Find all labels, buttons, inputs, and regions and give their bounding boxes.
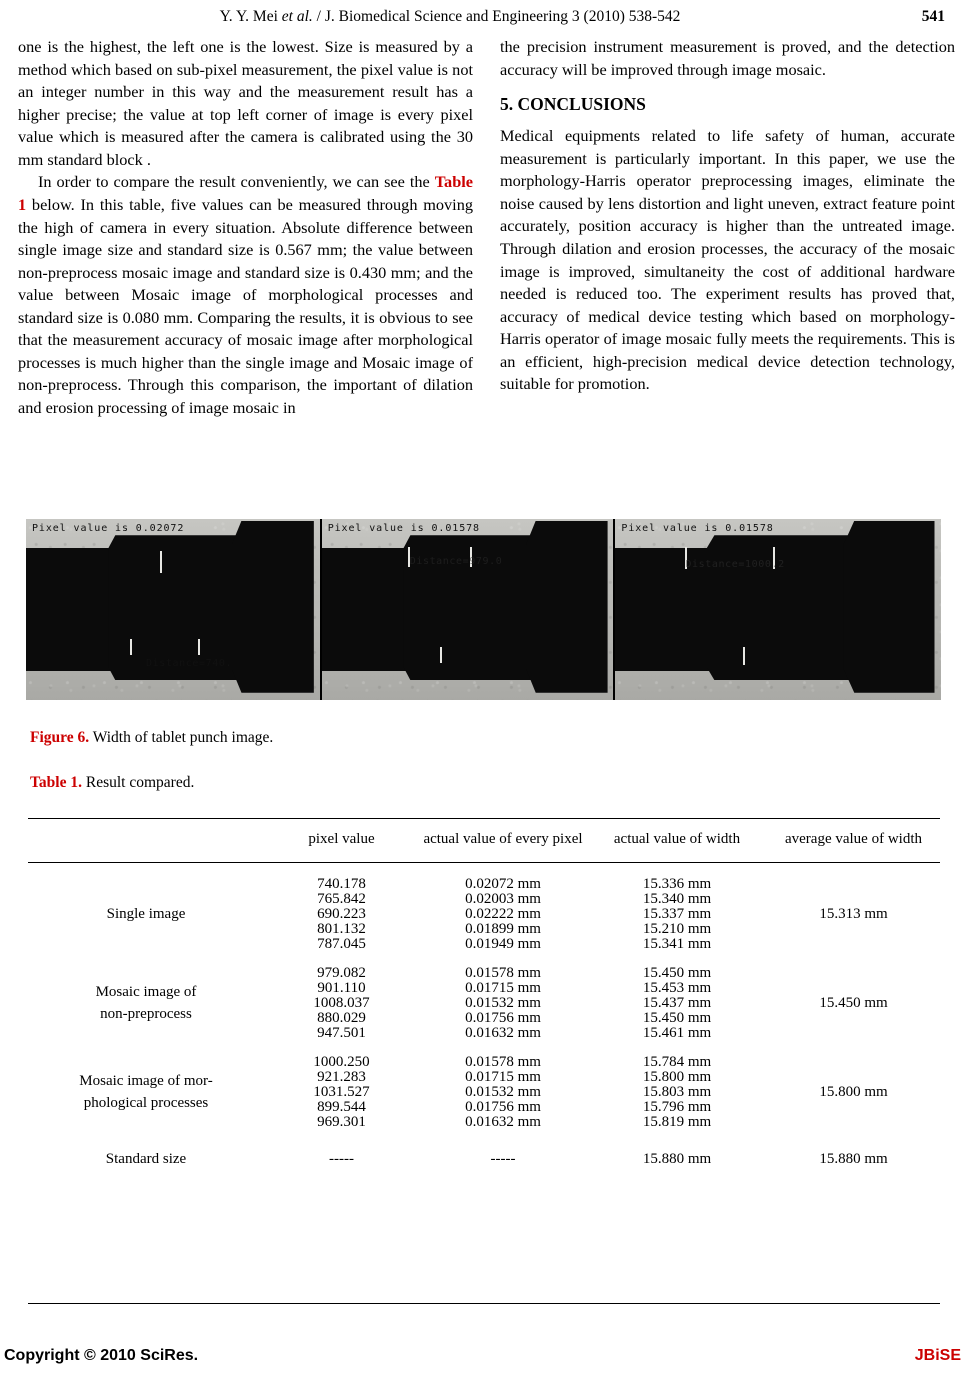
figure-6-caption	[30, 729, 273, 747]
cell-actual-width: 15.337 mm	[642, 906, 712, 923]
panel-1-distance-label: Distance=740.	[146, 658, 233, 669]
page-footer	[0, 1347, 967, 1373]
figure-panel-1	[26, 519, 322, 700]
cell-actual-per-pixel: 0.01578 mm	[465, 965, 541, 982]
measure-tick-2c	[440, 647, 442, 663]
cell-actual-width: 15.796 mm	[642, 1099, 712, 1116]
row-label-standard-size: Standard size	[105, 1151, 187, 1168]
measure-tick-1c	[198, 639, 200, 655]
running-head-etal: et al.	[281, 8, 313, 25]
cell-pixel-value: 1000.250	[313, 1054, 370, 1071]
panel-3-distance-label: Distance=1000.2	[685, 559, 785, 570]
table-row-standard-size	[28, 1130, 940, 1175]
paragraph-continued-right: the precision instrument measurement is proved, and the detection accuracy will be improved through image mosaic.	[500, 37, 955, 79]
figure-panel-2	[322, 519, 616, 700]
panel-2-pixel-value-label: Pixel value is 0.01578	[327, 523, 480, 534]
table-header-row	[28, 819, 940, 863]
group-label-line-2: phological processes	[83, 1094, 209, 1111]
punch-midbody-3	[707, 535, 863, 680]
cell-pixel-value: 947.501	[317, 1025, 366, 1042]
col-header-average-width: average value of width	[784, 831, 923, 847]
group-label-line-1: Mosaic image of mor-	[79, 1073, 213, 1089]
measure-tick-1b	[130, 639, 132, 655]
paragraph-text-before-ref: In order to compare the result conveniently, we can see the	[38, 172, 435, 192]
cell-pixel-value: 880.029	[317, 1010, 366, 1027]
figure-caption-text: Width of tablet punch image.	[89, 729, 274, 746]
group-average-mosaic-non-preprocess: 15.450 mm	[819, 995, 888, 1012]
cell-pixel-value: 765.842	[317, 891, 366, 908]
table-header	[28, 819, 940, 863]
cell-pixel-value: 690.223	[317, 906, 366, 923]
panel-3-pixel-value-label: Pixel value is 0.01578	[621, 523, 774, 534]
cell-pixel-value: 901.110	[317, 980, 366, 997]
cell-actual-per-pixel: 0.01632 mm	[465, 1114, 541, 1131]
running-head-journal: J. Biomedical Science and Engineering 3 (2010) 538-542	[324, 8, 681, 25]
group-average-single-image: 15.313 mm	[819, 906, 888, 923]
cell-actual-width: 15.210 mm	[642, 921, 712, 938]
cell-actual-per-pixel: 0.02072 mm	[465, 876, 541, 893]
col-header-actual-width: actual value of width	[613, 831, 741, 847]
cell-actual-per-pixel: 0.01899 mm	[465, 921, 541, 938]
measure-tick-3c	[743, 647, 745, 665]
col-header-group	[28, 819, 264, 863]
figure-panel-3	[615, 519, 941, 700]
running-head-separator: /	[312, 8, 325, 25]
running-head-authors: Y. Y. Mei	[219, 8, 278, 25]
cell-actual-per-pixel: 0.02222 mm	[465, 906, 541, 923]
page-number: 541	[921, 8, 945, 25]
cell-actual-per-pixel: 0.01756 mm	[465, 1099, 541, 1116]
cell-actual-width: 15.461 mm	[642, 1025, 712, 1042]
cell-actual-per-pixel: 0.01715 mm	[465, 1069, 541, 1086]
right-column	[500, 36, 955, 396]
running-head-citation	[0, 8, 900, 26]
paragraph-table-reference	[18, 171, 473, 419]
cell-actual-per-pixel: 0.01532 mm	[465, 995, 541, 1012]
table-row	[28, 877, 940, 892]
punch-head-1	[232, 521, 314, 693]
cell-pixel-value: 899.544	[317, 1099, 366, 1116]
col-header-pixel-value: pixel value	[308, 831, 375, 847]
cell-actual-width: 15.784 mm	[642, 1054, 712, 1071]
figure-caption-label: Figure 6.	[30, 729, 90, 746]
cell-actual-per-pixel: -----	[490, 1151, 516, 1168]
running-head	[0, 8, 967, 32]
cell-actual-width: 15.336 mm	[642, 876, 712, 893]
cell-actual-width: 15.819 mm	[642, 1114, 712, 1131]
group-label-line-2: non-preprocess	[100, 1005, 192, 1022]
group-label-mosaic-morphological	[28, 1055, 264, 1130]
figure-6-image-strip	[26, 519, 941, 700]
cell-pixel-value: 1008.037	[313, 995, 370, 1012]
table-bottom-rule	[28, 1303, 940, 1304]
section-heading-conclusions: 5. CONCLUSIONS	[500, 94, 646, 115]
left-column	[18, 36, 473, 420]
cell-actual-per-pixel: 0.01632 mm	[465, 1025, 541, 1042]
cell-actual-width: 15.803 mm	[642, 1084, 712, 1101]
cell-pixel-value: 921.283	[317, 1069, 366, 1086]
cell-actual-width: 15.341 mm	[642, 936, 712, 953]
cell-average-width: 15.880 mm	[819, 1151, 888, 1168]
cell-actual-width: 15.880 mm	[642, 1151, 712, 1168]
paragraph-text-after-ref: below. In this table, five values can be measured through moving the high of camera in every situation. Absolute difference between single image size and standard size is 0.567 mm; the value between non-preprocess mosaic image and standard size is 0.430 mm; and the value between Mosaic image of morphological processes and standard size is 0.080 mm. Comparing the results, it is obvious to see that the measurement accuracy of mosaic image after morphological processes is much higher than the single image and Mosaic image of non-preprocess. Through this comparison, the important of dilation and erosion processing of image mosaic in	[18, 194, 473, 417]
group-label-single-image: Single image	[106, 906, 186, 923]
measure-tick-1a	[160, 551, 162, 573]
table-row	[28, 1055, 940, 1070]
cell-pixel-value: 787.045	[317, 936, 366, 953]
cell-pixel-value: 969.301	[317, 1114, 366, 1131]
cell-pixel-value: 979.082	[317, 965, 366, 982]
punch-head-2	[526, 521, 608, 693]
table-body	[28, 863, 940, 1176]
punch-head-3	[843, 521, 934, 693]
cell-actual-width: 15.437 mm	[642, 995, 712, 1012]
cell-actual-width: 15.450 mm	[642, 965, 712, 982]
cell-actual-per-pixel: 0.01715 mm	[465, 980, 541, 997]
table-1-crossref[interactable]: Table 1	[18, 172, 473, 214]
cell-actual-width: 15.450 mm	[642, 1010, 712, 1027]
cell-actual-per-pixel: 0.01532 mm	[465, 1084, 541, 1101]
cell-pixel-value: 801.132	[317, 921, 366, 938]
journal-mark: JBiSE	[914, 1347, 961, 1364]
cell-actual-width: 15.340 mm	[642, 891, 712, 908]
panel-2-distance-label: Distance=979.0	[409, 556, 503, 567]
table-1-caption	[30, 774, 194, 792]
cell-pixel-value: 1031.527	[313, 1084, 370, 1101]
group-label-mosaic-non-preprocess	[28, 966, 264, 1041]
paragraph-conclusions: Medical equipments related to life safety of human, accurate measurement is particularly important. In this paper, we use the morphology-Harris operator preprocessing images, eliminate the noise caused by lens distortion and light uneven, extract feature point accurately, position accuracy is higher than the untreated image. Through dilation and erosion processes, the accuracy of the mosaic image is improved, simultaneity the cost of additional hardware needed is reduced too. The experiment results has proved that, accuracy of medical device testing which based on morphology-Harris operator of image mosaic fully meets the requirements. This is an efficient, high-precision medical device detection technology, suitable for promotion.	[500, 126, 955, 394]
group-label-line-1: Mosaic image of	[95, 984, 197, 1000]
cell-actual-per-pixel: 0.01949 mm	[465, 936, 541, 953]
cell-actual-per-pixel: 0.01756 mm	[465, 1010, 541, 1027]
results-table	[28, 818, 940, 1175]
table-caption-label: Table 1.	[30, 774, 82, 791]
copyright-notice: Copyright © 2010 SciRes.	[4, 1347, 199, 1364]
cell-actual-width: 15.800 mm	[642, 1069, 712, 1086]
cell-actual-per-pixel: 0.02003 mm	[465, 891, 541, 908]
table-row	[28, 966, 940, 981]
paragraph-continued: one is the highest, the left one is the lowest. Size is measured by a method which based on sub-pixel measurement, the pixel value is not an integer number in this way and the measurement result has a higher precise; the value at top left corner of image is every pixel value which is measured after the camera is calibrated using the 30 mm standard block .	[18, 37, 473, 169]
cell-actual-per-pixel: 0.01578 mm	[465, 1054, 541, 1071]
group-average-mosaic-morphological: 15.800 mm	[819, 1084, 888, 1101]
group-3-top-spacer	[28, 1041, 940, 1055]
cell-pixel-value: 740.178	[317, 876, 366, 893]
cell-actual-width: 15.453 mm	[642, 980, 712, 997]
table-caption-text: Result compared.	[81, 774, 195, 791]
group-1-top-spacer	[28, 863, 940, 878]
group-2-top-spacer	[28, 952, 940, 966]
cell-pixel-value: -----	[329, 1151, 354, 1168]
col-header-actual-per-pixel: actual value of every pixel	[423, 831, 583, 847]
panel-1-pixel-value-label: Pixel value is 0.02072	[32, 523, 185, 534]
